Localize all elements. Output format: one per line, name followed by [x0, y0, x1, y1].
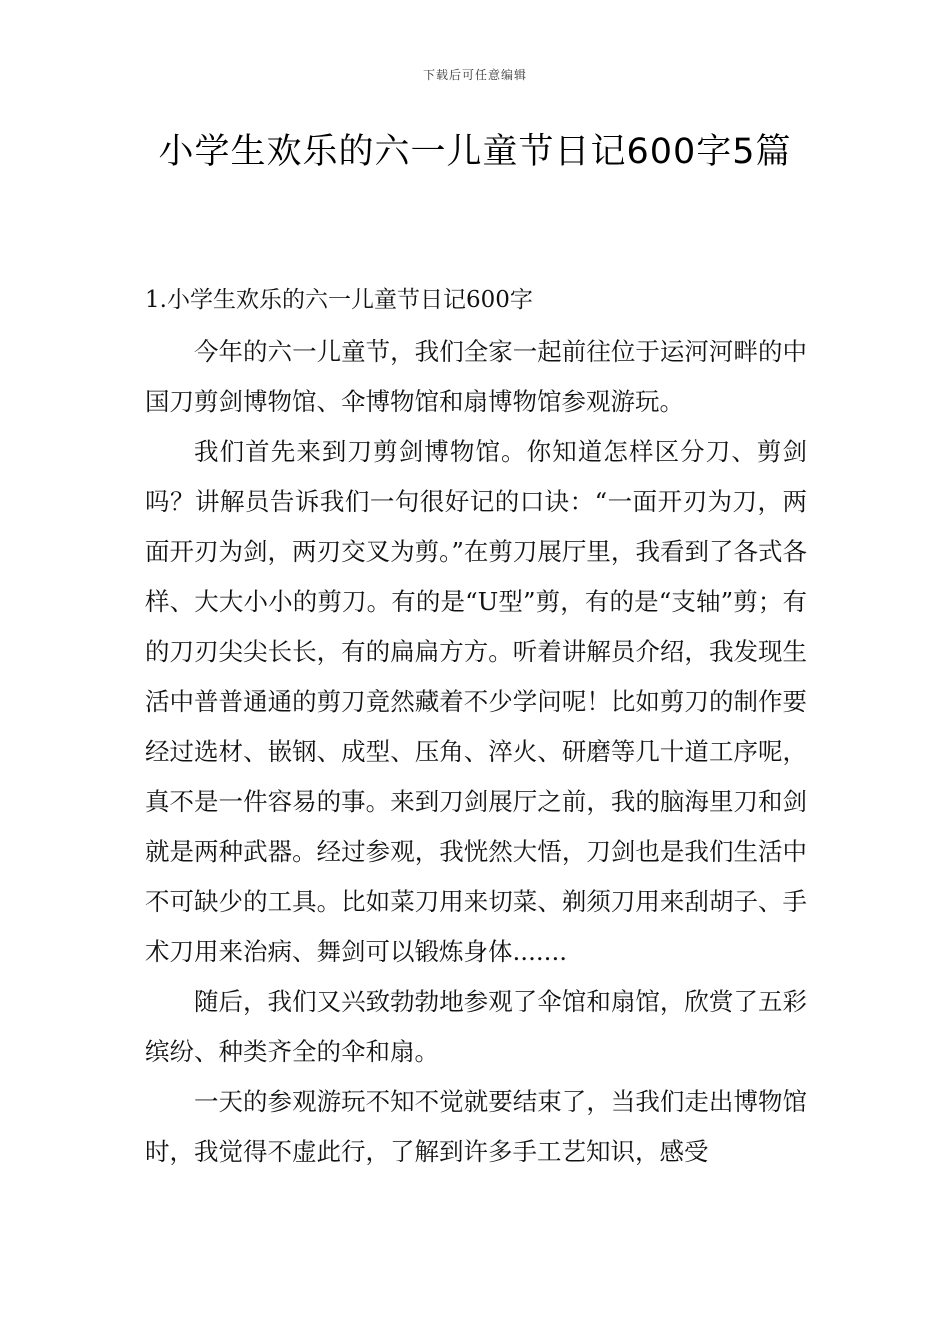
document-title: 小学生欢乐的六一儿童节日记600字5篇 — [158, 132, 792, 172]
document-body — [145, 281, 807, 1177]
body-paragraph: 一天的参观游玩不知不觉就要结束了，当我们走出博物馆时，我觉得不虚此行，了解到许多手工艺知识，感受 — [145, 1087, 807, 1166]
body-paragraph: 随后，我们又兴致勃勃地参观了伞馆和扇馆，欣赏了五彩缤纷、种类齐全的伞和扇。 — [145, 987, 807, 1066]
body-paragraph: 今年的六一儿童节，我们全家一起前往位于运河河畔的中国刀剪剑博物馆、伞博物馆和扇博物馆参观游玩。 — [145, 337, 807, 416]
section-heading: 1.小学生欢乐的六一儿童节日记600字 — [145, 287, 533, 313]
page-header-note: 下载后可任意编辑 — [422, 68, 527, 82]
body-paragraph: 我们首先来到刀剪剑博物馆。你知道怎样区分刀、剪剑吗？讲解员告诉我们一句很好记的口诀：“一面开刃为刀，两面开刃为剑，两刃交叉为剪。”在剪刀展厅里，我看到了各式各样、大大小小的剪刀。有的是“U型”剪，有的是“支轴”剪；有的刀刃尖尖长长，有的扁扁方方。听着讲解员介绍，我发现生活中普普通通的剪刀竟然藏着不少学问呢！比如剪刀的制作要经过选材、嵌钢、成型、压角、淬火、研磨等几十道工序呢，真不是一件容易的事。来到刀剑展厅之前，我的脑海里刀和剑就是两种武器。经过参观，我恍然大悟，刀剑也是我们生活中不可缺少的工具。比如菜刀用来切菜、剃须刀用来刮胡子、手术刀用来治病、舞剑可以锻炼身体....... — [145, 437, 807, 966]
